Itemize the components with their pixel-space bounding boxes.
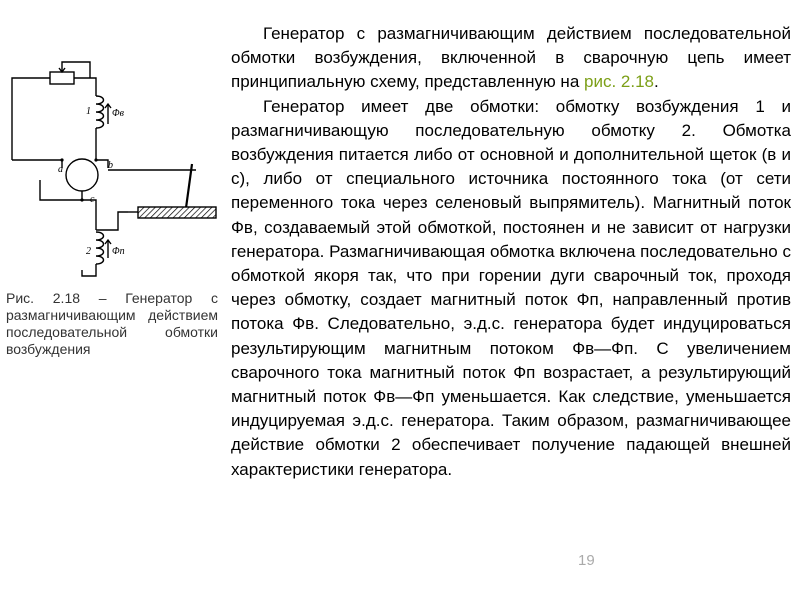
- label-winding-1: 1: [86, 106, 91, 117]
- figure-reference-link[interactable]: рис. 2.18: [584, 72, 654, 92]
- paragraph-2: Генератор имеет две обмотки: обмотку возбуждения 1 и размагничивающую последовательную обмотку 2. Обмотка возбуждения питается либо от основной и дополнительной щеток (в и с), либо от специального источника постоянного тока (от сети переменного тока через селеновый выпрямитель). Магнитный поток Фв, создаваемый этой обмоткой, постоянен и не зависит от нагрузки генератора. Размагничивающая обмотка включена последовательно с обмоткой якоря так, что при горении дуги сварочный ток, проходя через обмотку, создает магнитный поток Фп, направленный против потока Фв. Следовательно, э.д.с. генератора будет индуцироваться результирующим магнитным потоком Фв—Фп. С увеличением сварочного тока магнитный поток Фп возрастает, а результирующий магнитный поток Фв—Фп уменьшается. Как следствие, уменьшается индуцируемая э.д.с. генератора. Таким образом, размагничивающее действие обмотки 2 обеспечивает получение падающей внешней характеристики генератора.: [231, 96, 791, 479]
- armature: [66, 159, 98, 191]
- rheostat: [50, 72, 74, 84]
- series-winding-2: [96, 232, 104, 264]
- field-winding-1: [96, 96, 104, 128]
- paragraph-1: [231, 22, 791, 95]
- label-flux-fp: Φп: [112, 246, 125, 257]
- paragraph-1-end: .: [653, 72, 659, 92]
- label-brush-b: b: [108, 160, 113, 171]
- label-brush-c: c: [90, 194, 95, 205]
- label-brush-a: а: [58, 164, 63, 175]
- label-winding-2: 2: [86, 246, 91, 257]
- body-text: [231, 22, 791, 482]
- workpiece: [138, 207, 216, 218]
- circuit-diagram: [0, 40, 230, 290]
- label-flux-fv: Φв: [112, 108, 124, 119]
- paragraph-1-text: Генератор с размагничивающим действием последовательной обмотки возбуждения, включенной в сварочную цепь имеет принципиальную схему, представленную на: [231, 24, 791, 92]
- figure-caption: Рис. 2.18 – Генератор с размагничивающим действием последовательной обмотки возбуждения: [6, 290, 218, 357]
- page-number: 19: [578, 552, 595, 569]
